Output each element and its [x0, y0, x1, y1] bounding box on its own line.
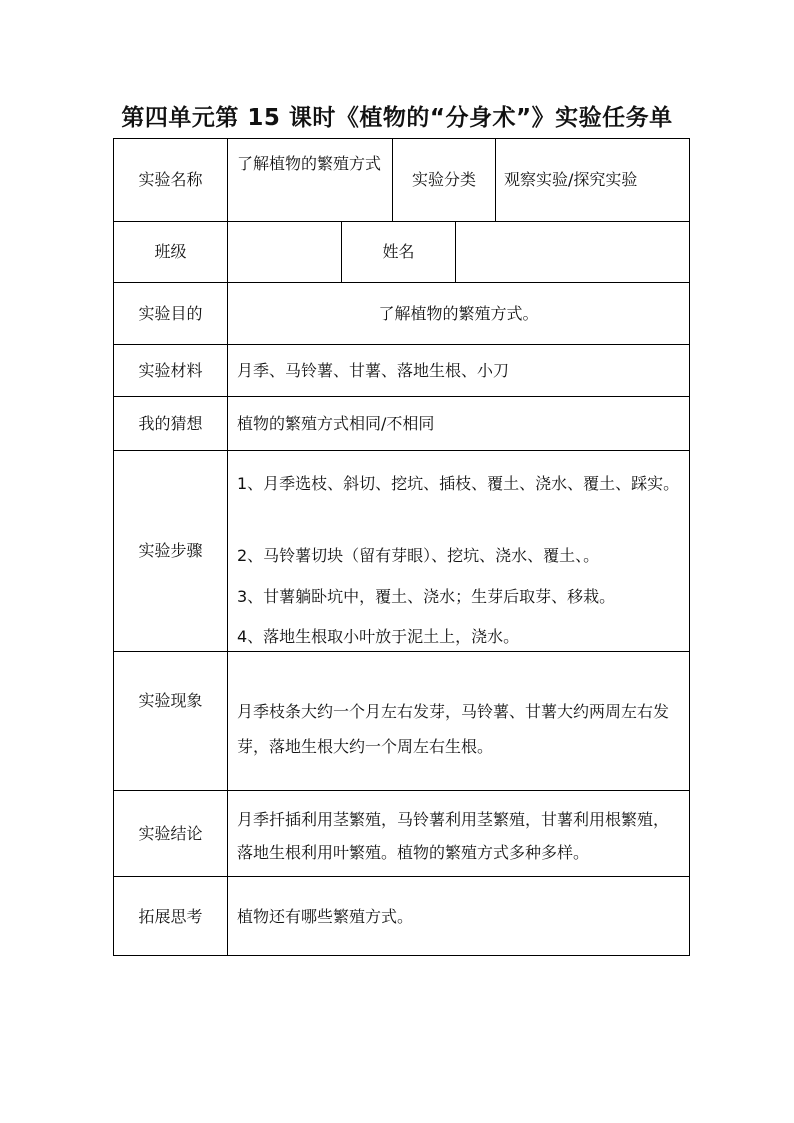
phenomenon-value: 月季枝条大约一个月左右发芽，马铃薯、甘薯大约两周左右发芽，落地生根大约一个周左右生根。	[237, 702, 670, 756]
hypothesis-value: 植物的繁殖方式相同/不相同	[237, 413, 435, 433]
extension-label: 拓展思考	[138, 907, 203, 926]
conclusion-value: 月季扦插利用茎繁殖，马铃薯利用茎繁殖，甘薯利用根繁殖，落地生根利用叶繁殖。植物的繁殖方式多种多样。	[237, 810, 670, 862]
materials-value: 月季、马铃薯、甘薯、落地生根、小刀	[237, 360, 510, 380]
student-name-field[interactable]	[456, 222, 689, 282]
step-item: 2、马铃薯切块（留有芽眼）、挖坑、浇水、覆土、。	[237, 546, 600, 565]
class-field[interactable]	[228, 222, 341, 282]
experiment-name-label: 实验名称	[138, 170, 203, 189]
row-divider	[114, 651, 689, 652]
purpose-label: 实验目的	[138, 303, 203, 323]
purpose-value: 了解植物的繁殖方式。	[378, 303, 539, 323]
experiment-category-label: 实验分类	[411, 170, 476, 189]
experiment-name-value: 了解植物的繁殖方式	[237, 154, 382, 173]
step-item: 4、落地生根取小叶放于泥土上，浇水。	[237, 627, 520, 646]
experiment-category-value: 观察实验/探究实验	[504, 170, 638, 189]
step-item: 1、月季选枝、斜切、挖坑、插枝、覆土、浇水、覆土、踩实。	[237, 474, 680, 493]
hypothesis-label: 我的猜想	[138, 413, 203, 433]
conclusion-label: 实验结论	[138, 823, 203, 843]
extension-value: 植物还有哪些繁殖方式。	[237, 907, 414, 926]
class-label: 班级	[154, 242, 187, 261]
steps-label: 实验步骤	[138, 541, 203, 560]
step-item: 3、甘薯躺卧坑中，覆土、浇水；生芽后取芽、移栽。	[237, 587, 616, 606]
student-name-label: 姓名	[382, 242, 415, 261]
document-title: 第四单元第 15 课时《植物的“分身术”》实验任务单	[121, 105, 673, 131]
task-table	[113, 138, 690, 956]
phenomenon-label: 实验现象	[138, 691, 203, 710]
materials-label: 实验材料	[138, 360, 203, 380]
row-divider	[114, 876, 689, 877]
